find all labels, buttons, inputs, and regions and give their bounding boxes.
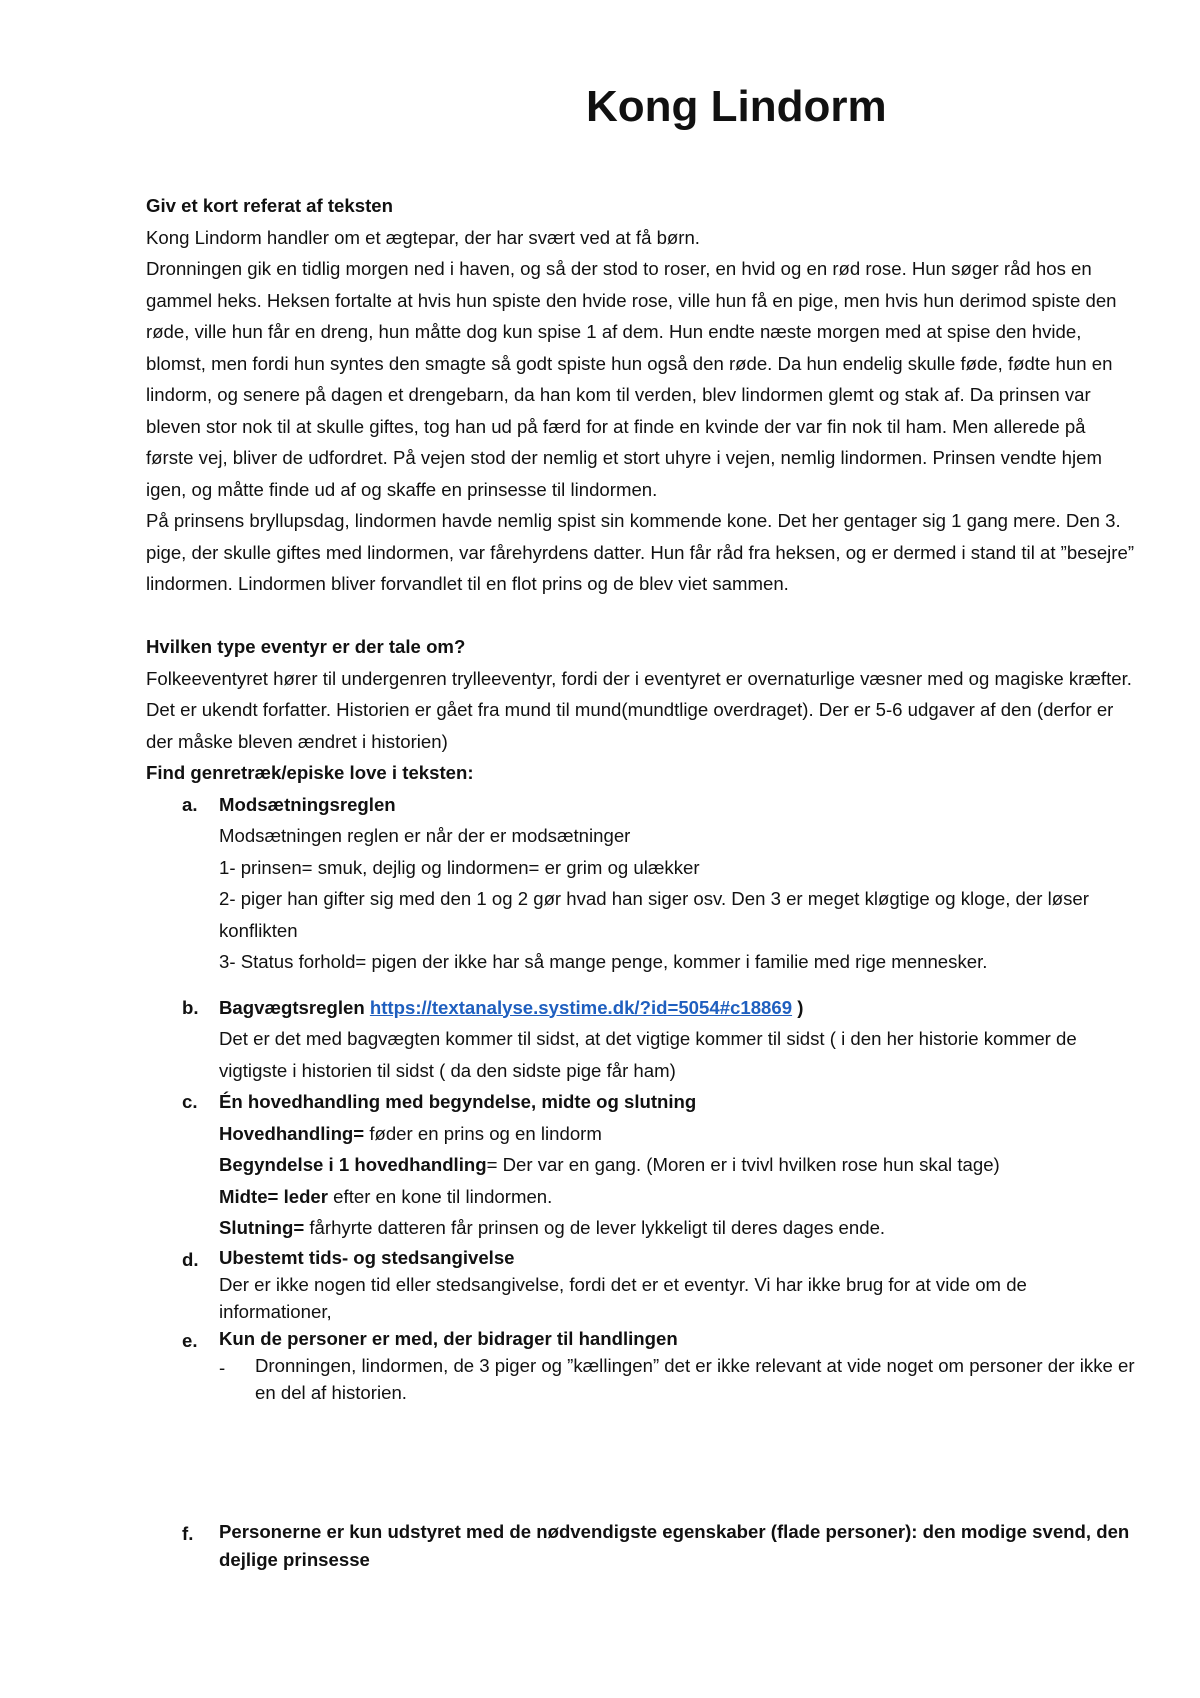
- list-item-line: 1- prinsen= smuk, dejlig og lindormen= er grim og ulækker: [219, 856, 700, 878]
- list-marker: f.: [182, 1522, 194, 1544]
- list-item-line: Modsætningen reglen er når der er modsætninger: [219, 825, 631, 846]
- list-item-a: [146, 789, 1136, 978]
- list-item-row: [219, 1149, 1136, 1181]
- list-item-title: Modsætningsreglen: [219, 793, 396, 815]
- list-item-title: Ubestemt tids- og stedsangivelse: [219, 1246, 515, 1268]
- list-item-row: [219, 1181, 1136, 1213]
- page-title: Kong Lindorm: [586, 82, 887, 131]
- section-heading-genretraek: Find genretræk/episke love i teksten:: [146, 762, 474, 783]
- list-item-title: Personerne er kun udstyret med de nødvendigste egenskaber (flade personer): den modige svend, den dejlige prinsesse: [219, 1520, 1130, 1570]
- list-item-text: Det er det med bagvægten kommer til sidst, at det vigtige kommer til sidst ( i den her historie kommer de vigtigste i historien til sidst ( da den sidste pige får ham): [219, 1028, 1077, 1081]
- section-heading-type: Hvilken type eventyr er der tale om?: [146, 636, 466, 657]
- list-item-text: Der er ikke nogen tid eller stedsangivelse, fordi det er et eventyr. Vi har ikke brug for at vide om de informationer,: [219, 1273, 1027, 1322]
- row-text: = Der var en gang. (Moren er i tvivl hvilken rose hun skal tage): [486, 1154, 1000, 1175]
- list-marker: e.: [182, 1329, 198, 1351]
- list-marker: b.: [182, 996, 199, 1018]
- list-marker: c.: [182, 1091, 198, 1112]
- row-label: Midte= leder: [219, 1185, 329, 1207]
- link-suffix: ): [792, 996, 804, 1018]
- row-text: efter en kone til lindormen.: [328, 1185, 553, 1207]
- list-item-title: Én hovedhandling med begyndelse, midte og slutning: [219, 1091, 697, 1112]
- dash-list-item: [219, 1352, 1136, 1406]
- list-item-e: [146, 1325, 1136, 1406]
- list-item-b: [146, 992, 1136, 1087]
- paragraph: Kong Lindorm handler om et ægtepar, der har svært ved at få børn.: [146, 226, 700, 248]
- row-text: føder en prins og en lindorm: [364, 1122, 602, 1144]
- list-item-line: 2- piger han gifter sig med den 1 og 2 gør hvad han siger osv. Den 3 er meget kløgtige og kloge, der løser konflikten: [219, 888, 1089, 941]
- list-item-row: [219, 1118, 1136, 1150]
- row-text: fårhyrte datteren får prinsen og de lever lykkeligt til deres dages ende.: [304, 1217, 886, 1238]
- row-label: Slutning=: [219, 1217, 305, 1238]
- list-item-f: [146, 1518, 1136, 1574]
- paragraph: På prinsens bryllupsdag, lindormen havde nemlig spist sin kommende kone. Det her gentager sig 1 gang mere. Den 3. pige, der skulle giftes med lindormen, var fårehyrdens datter. Hun får råd fra heksen, og er dermed i stand til at ”besejre” lindormen. Lindormen bliver forvandlet til en flot prins og de blev viet sammen.: [146, 510, 1135, 594]
- list-item-title: Bagvægtsreglen: [219, 996, 365, 1018]
- list-marker: a.: [182, 793, 198, 815]
- row-label: Hovedhandling=: [219, 1122, 365, 1144]
- list-item-row: [219, 1212, 1136, 1244]
- list-item-title: Kun de personer er med, der bidrager til handlingen: [219, 1327, 678, 1349]
- list-item-c: [146, 1086, 1136, 1244]
- row-label: Begyndelse i 1 hovedhandling: [219, 1154, 487, 1175]
- list-item-line: 3- Status forhold= pigen der ikke har så mange penge, kommer i familie med rige mennesker.: [219, 951, 988, 972]
- list-marker: d.: [182, 1248, 199, 1270]
- list-item-text: Dronningen, lindormen, de 3 piger og ”kællingen” det er ikke relevant at vide noget om personer der ikke er en del af historien.: [255, 1354, 1135, 1403]
- paragraph: Dronningen gik en tidlig morgen ned i haven, og så der stod to roser, en hvid og en rød rose. Hun søger råd hos en gammel heks. Heksen fortalte at hvis hun spiste den hvide rose, ville hun få en pige, men hvis hun derimod spiste den røde, ville hun får en dreng, hun måtte dog kun spise 1 af dem. Hun endte næste morgen med at spise den hvide, blomst, men fordi hun syntes den smagte så godt spiste hun også den røde. Da hun endelig skulle føde, fødte hun en lindorm, og senere på dagen et drengebarn, da han kom til verden, blev lindormen glemt og stak af. Da prinsen var bleven stor nok til at skulle giftes, tog han ud på færd for at finde en kvinde der var fin nok til ham. Men allerede på første vej, bliver de udfordret. På vejen stod der nemlig et stort uhyre i vejen, nemlig lindormen. Prinsen vendte hjem igen, og måtte finde ud af og skaffe en prinsesse til lindormen.: [146, 258, 1117, 500]
- spacer: [146, 600, 1136, 632]
- document-body: [146, 190, 1136, 1574]
- list-item-d: [146, 1244, 1136, 1325]
- section-heading-referat: Giv et kort referat af teksten: [146, 195, 393, 216]
- spacer: [146, 1406, 1136, 1518]
- textanalyse-link[interactable]: https://textanalyse.systime.dk/?id=5054#c18869: [369, 996, 793, 1018]
- dash-marker: -: [219, 1356, 226, 1378]
- paragraph: Folkeeventyret hører til undergenren trylleeventyr, fordi der i eventyret er overnaturlige væsner med og magiske kræfter. Det er ukendt forfatter. Historien er gået fra mund til mund(mundtlige overdraget). Der er 5-6 udgaver af den (derfor er der måske bleven ændret i historien): [146, 667, 1132, 752]
- spacer: [146, 978, 1136, 992]
